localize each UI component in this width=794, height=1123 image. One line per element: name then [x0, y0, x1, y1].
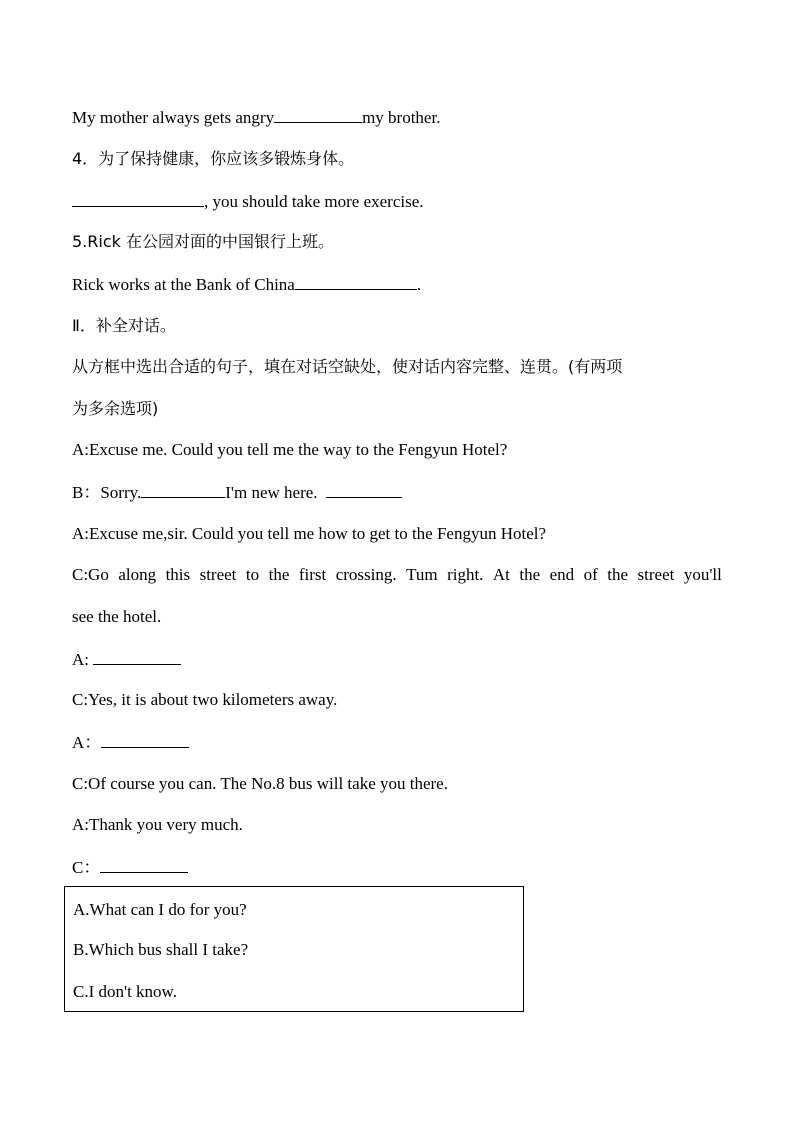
dialogue-word: the: [268, 565, 290, 584]
dialogue-word: of: [583, 565, 598, 584]
dialogue-word: this: [165, 565, 191, 584]
dialogue-line-5: [72, 648, 181, 671]
question-5-chinese: 5.Rick 在公园对面的中国银行上班。: [72, 232, 334, 251]
answer-blank[interactable]: [326, 481, 402, 498]
option-b: B.Which bus shall I take?: [73, 940, 249, 959]
dialogue-word: end: [549, 565, 575, 584]
sentence-text: My mother always gets angry: [72, 108, 275, 127]
sentence-angry: [72, 106, 440, 129]
question-5-english: [72, 273, 421, 296]
dialogue-text: I'm new here.: [225, 483, 318, 502]
options-box: [64, 886, 524, 1012]
answer-blank[interactable]: [295, 273, 417, 290]
dialogue-line-4: [72, 564, 722, 586]
dialogue-line-2: [72, 481, 402, 504]
instruction-line-2: 为多余选项): [72, 399, 159, 418]
dialogue-word: along: [118, 565, 157, 584]
dialogue-line-10: [72, 856, 188, 879]
answer-blank[interactable]: [274, 106, 362, 123]
dialogue-word: street: [199, 565, 237, 584]
dialogue-word: At: [492, 565, 510, 584]
dialogue-line-8: C:Of course you can. The No.8 bus will take you there.: [72, 774, 448, 793]
option-a: A.What can I do for you?: [73, 900, 247, 919]
section-2-title: Ⅱ．补全对话。: [72, 316, 176, 335]
dialogue-line-1: A:Excuse me. Could you tell me the way to the Fengyun Hotel?: [72, 440, 508, 459]
dialogue-word: you'll: [683, 565, 722, 584]
dialogue-line-3: A:Excuse me,sir. Could you tell me how to get to the Fengyun Hotel?: [72, 524, 547, 543]
answer-blank[interactable]: [141, 481, 225, 498]
dialogue-word: Tum: [406, 565, 438, 584]
option-c: C.I don't know.: [73, 982, 177, 1001]
sentence-text: my brother.: [362, 108, 441, 127]
answer-blank[interactable]: [100, 856, 188, 873]
sentence-text: .: [416, 275, 422, 294]
dialogue-word: the: [607, 565, 629, 584]
dialogue-word: C:Go: [72, 565, 109, 584]
dialogue-text: A:: [72, 650, 89, 669]
question-4-english: [72, 190, 424, 213]
question-4-chinese: 4．为了保持健康，你应该多锻炼身体。: [72, 149, 355, 168]
dialogue-word: first: [298, 565, 327, 584]
answer-blank[interactable]: [93, 648, 181, 665]
sentence-text: Rick works at the Bank of China: [72, 275, 295, 294]
dialogue-word: the: [519, 565, 541, 584]
dialogue-word: crossing.: [335, 565, 397, 584]
dialogue-line-9: A:Thank you very much.: [72, 815, 243, 834]
dialogue-line-4b: see the hotel.: [72, 607, 162, 626]
dialogue-line-7: [72, 731, 189, 754]
dialogue-text: C：: [72, 858, 101, 877]
dialogue-line-6: C:Yes, it is about two kilometers away.: [72, 690, 338, 709]
dialogue-word: street: [637, 565, 675, 584]
answer-blank[interactable]: [101, 731, 189, 748]
dialogue-word: right.: [447, 565, 484, 584]
dialogue-word: to: [245, 565, 260, 584]
dialogue-text: A：: [72, 733, 102, 752]
sentence-text: , you should take more exercise.: [204, 192, 424, 211]
instruction-line-1: 从方框中选出合适的句子，填在对话空缺处，使对话内容完整、连贯。(有两项: [72, 357, 623, 376]
answer-blank[interactable]: [72, 190, 204, 207]
dialogue-text: B：Sorry.: [72, 483, 142, 502]
